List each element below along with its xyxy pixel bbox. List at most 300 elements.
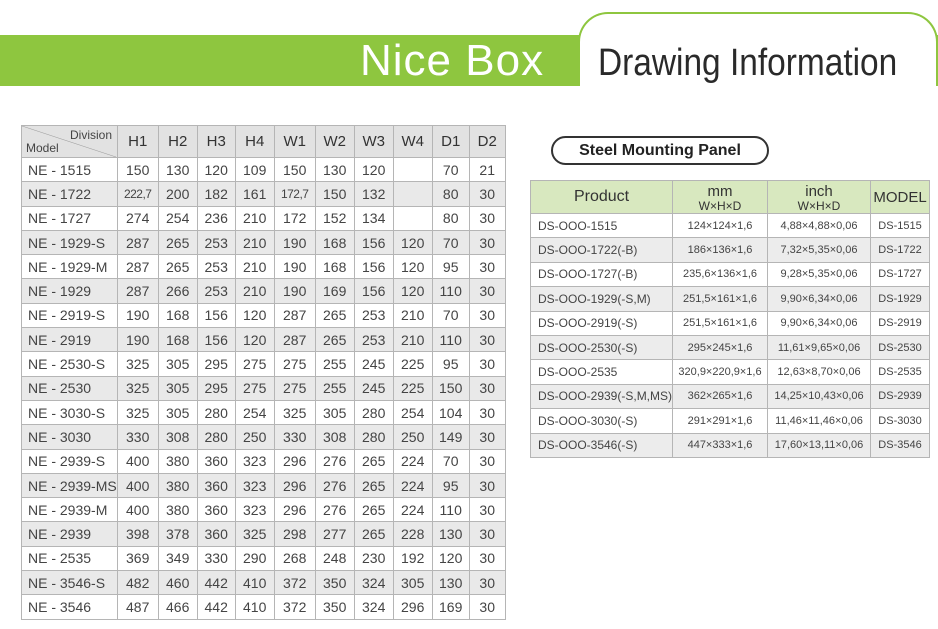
- value-cell: 172,7: [274, 182, 315, 206]
- value-cell: 224: [393, 449, 432, 473]
- model-cell: NE - 3030-S: [22, 400, 118, 424]
- value-cell: 225: [393, 352, 432, 376]
- column-header: H4: [235, 126, 274, 158]
- inch-cell: 17,60×13,11×0,06: [768, 433, 871, 457]
- panel-header-mm-label: mm: [707, 182, 733, 200]
- value-cell: 156: [354, 279, 393, 303]
- value-cell: 280: [197, 400, 235, 424]
- value-cell: 150: [117, 158, 158, 182]
- value-cell: 254: [158, 206, 197, 230]
- value-cell: 274: [117, 206, 158, 230]
- value-cell: 30: [469, 279, 505, 303]
- value-cell: 482: [117, 571, 158, 595]
- value-cell: 323: [235, 449, 274, 473]
- value-cell: 442: [197, 595, 235, 619]
- value-cell: 30: [469, 328, 505, 352]
- value-cell: 265: [158, 230, 197, 254]
- table-row: [22, 206, 506, 230]
- value-cell: 323: [235, 498, 274, 522]
- value-cell: 132: [354, 182, 393, 206]
- value-cell: 168: [158, 328, 197, 352]
- value-cell: 372: [274, 571, 315, 595]
- value-cell: 487: [117, 595, 158, 619]
- product-cell: DS-OOO-1722(-B): [531, 238, 673, 262]
- value-cell: 110: [432, 498, 469, 522]
- value-cell: 253: [197, 230, 235, 254]
- value-cell: 222,7: [117, 182, 158, 206]
- table-row: [22, 303, 506, 327]
- value-cell: 266: [158, 279, 197, 303]
- value-cell: 360: [197, 449, 235, 473]
- value-cell: 296: [274, 498, 315, 522]
- value-cell: 190: [117, 303, 158, 327]
- value-cell: 30: [469, 206, 505, 230]
- value-cell: 290: [235, 546, 274, 570]
- column-header: D2: [469, 126, 505, 158]
- value-cell: 360: [197, 522, 235, 546]
- value-cell: 275: [274, 376, 315, 400]
- panel-model-cell: DS-1722: [871, 238, 930, 262]
- value-cell: 190: [274, 230, 315, 254]
- value-cell: 323: [235, 473, 274, 497]
- mm-cell: 295×245×1,6: [673, 335, 768, 359]
- value-cell: 350: [315, 595, 354, 619]
- table-row: [22, 279, 506, 303]
- value-cell: 110: [432, 279, 469, 303]
- value-cell: 265: [315, 303, 354, 327]
- dimension-table-header: [22, 126, 506, 158]
- value-cell: 30: [469, 400, 505, 424]
- value-cell: 109: [235, 158, 274, 182]
- inch-cell: 9,90×6,34×0,06: [768, 311, 871, 335]
- table-row: [531, 262, 930, 286]
- value-cell: 275: [235, 376, 274, 400]
- model-cell: NE - 2939-M: [22, 498, 118, 522]
- value-cell: 172: [274, 206, 315, 230]
- value-cell: 190: [117, 328, 158, 352]
- value-cell: [393, 206, 432, 230]
- value-cell: 325: [235, 522, 274, 546]
- value-cell: 192: [393, 546, 432, 570]
- column-header: W3: [354, 126, 393, 158]
- table-row: [22, 376, 506, 400]
- value-cell: 30: [469, 255, 505, 279]
- mm-cell: 235,6×136×1,6: [673, 262, 768, 286]
- panel-model-cell: DS-3030: [871, 409, 930, 433]
- panel-model-cell: DS-2535: [871, 360, 930, 384]
- value-cell: 305: [158, 352, 197, 376]
- value-cell: 120: [393, 255, 432, 279]
- table-row: [22, 400, 506, 424]
- value-cell: 265: [354, 473, 393, 497]
- value-cell: 156: [197, 328, 235, 352]
- value-cell: 466: [158, 595, 197, 619]
- value-cell: 30: [469, 376, 505, 400]
- table-row: [22, 255, 506, 279]
- table-row: [531, 433, 930, 457]
- model-cell: NE - 1515: [22, 158, 118, 182]
- value-cell: 410: [235, 571, 274, 595]
- corner-division-label: Division: [69, 128, 112, 142]
- table-row: [531, 384, 930, 408]
- value-cell: 325: [274, 400, 315, 424]
- model-cell: NE - 1727: [22, 206, 118, 230]
- panel-header-model: MODEL: [871, 181, 930, 214]
- mm-cell: 124×124×1,6: [673, 214, 768, 238]
- value-cell: 150: [432, 376, 469, 400]
- product-cell: DS-OOO-2530(-S): [531, 335, 673, 359]
- value-cell: 398: [117, 522, 158, 546]
- value-cell: 120: [432, 546, 469, 570]
- model-cell: NE - 2530-S: [22, 352, 118, 376]
- panel-section-title: Steel Mounting Panel: [551, 136, 769, 165]
- product-cell: DS-OOO-2535: [531, 360, 673, 384]
- value-cell: 230: [354, 546, 393, 570]
- product-cell: DS-OOO-2939(-S,M,MS): [531, 384, 673, 408]
- value-cell: 287: [117, 255, 158, 279]
- model-cell: NE - 3546: [22, 595, 118, 619]
- value-cell: 30: [469, 498, 505, 522]
- value-cell: 400: [117, 498, 158, 522]
- value-cell: 277: [315, 522, 354, 546]
- table-row: [22, 546, 506, 570]
- value-cell: 30: [469, 449, 505, 473]
- panel-model-cell: DS-2530: [871, 335, 930, 359]
- value-cell: 265: [354, 498, 393, 522]
- inch-cell: 7,32×5,35×0,06: [768, 238, 871, 262]
- mm-cell: 362×265×1,6: [673, 384, 768, 408]
- model-cell: NE - 3030: [22, 425, 118, 449]
- table-row: [531, 360, 930, 384]
- value-cell: 248: [315, 546, 354, 570]
- value-cell: 95: [432, 352, 469, 376]
- value-cell: 95: [432, 473, 469, 497]
- value-cell: 250: [235, 425, 274, 449]
- panel-model-cell: DS-1929: [871, 287, 930, 311]
- product-cell: DS-OOO-3546(-S): [531, 433, 673, 457]
- panel-header-inch-label: inch: [805, 182, 833, 200]
- value-cell: 325: [117, 352, 158, 376]
- mm-cell: 186×136×1,6: [673, 238, 768, 262]
- value-cell: 265: [354, 449, 393, 473]
- value-cell: 169: [432, 595, 469, 619]
- value-cell: 275: [274, 352, 315, 376]
- value-cell: 30: [469, 303, 505, 327]
- value-cell: 168: [315, 255, 354, 279]
- value-cell: 275: [235, 352, 274, 376]
- panel-model-cell: DS-2919: [871, 311, 930, 335]
- value-cell: 225: [393, 376, 432, 400]
- mm-cell: 291×291×1,6: [673, 409, 768, 433]
- value-cell: 330: [197, 546, 235, 570]
- value-cell: 325: [117, 376, 158, 400]
- product-cell: DS-OOO-1727(-B): [531, 262, 673, 286]
- value-cell: 369: [117, 546, 158, 570]
- value-cell: 380: [158, 473, 197, 497]
- value-cell: 120: [235, 303, 274, 327]
- value-cell: 150: [274, 158, 315, 182]
- value-cell: 308: [315, 425, 354, 449]
- table-row: [22, 522, 506, 546]
- brand-title: Nice Box: [360, 36, 545, 85]
- value-cell: 190: [274, 279, 315, 303]
- model-cell: NE - 2939-MS: [22, 473, 118, 497]
- value-cell: 190: [274, 255, 315, 279]
- mm-cell: 320,9×220,9×1,6: [673, 360, 768, 384]
- value-cell: 400: [117, 449, 158, 473]
- panel-header-mm: [673, 181, 768, 214]
- column-header: W2: [315, 126, 354, 158]
- value-cell: 372: [274, 595, 315, 619]
- panel-header-product: Product: [531, 181, 673, 214]
- value-cell: 349: [158, 546, 197, 570]
- model-cell: NE - 1722: [22, 182, 118, 206]
- value-cell: 265: [354, 522, 393, 546]
- table-row: [22, 473, 506, 497]
- panel-header-mm-sub: W×H×D: [698, 198, 742, 213]
- product-cell: DS-OOO-2919(-S): [531, 311, 673, 335]
- value-cell: 287: [117, 230, 158, 254]
- dimension-table: [21, 125, 506, 620]
- corner-cell: [22, 126, 118, 158]
- model-cell: NE - 2919: [22, 328, 118, 352]
- value-cell: 182: [197, 182, 235, 206]
- table-row: [531, 335, 930, 359]
- panel-table-header: [531, 181, 930, 214]
- inch-cell: 9,90×6,34×0,06: [768, 287, 871, 311]
- panel-header-inch: [768, 181, 871, 214]
- value-cell: 70: [432, 230, 469, 254]
- table-row: [22, 182, 506, 206]
- value-cell: 210: [235, 255, 274, 279]
- value-cell: 255: [315, 376, 354, 400]
- mm-cell: 251,5×161×1,6: [673, 287, 768, 311]
- column-header: W1: [274, 126, 315, 158]
- value-cell: 152: [315, 206, 354, 230]
- inch-cell: 11,61×9,65×0,06: [768, 335, 871, 359]
- value-cell: 150: [315, 182, 354, 206]
- value-cell: 228: [393, 522, 432, 546]
- value-cell: 305: [393, 571, 432, 595]
- value-cell: 70: [432, 158, 469, 182]
- value-cell: 134: [354, 206, 393, 230]
- value-cell: 324: [354, 571, 393, 595]
- table-row: [22, 595, 506, 619]
- model-cell: NE - 2939-S: [22, 449, 118, 473]
- panel-model-cell: DS-3546: [871, 433, 930, 457]
- value-cell: 169: [315, 279, 354, 303]
- value-cell: [393, 158, 432, 182]
- value-cell: 276: [315, 498, 354, 522]
- mm-cell: 251,5×161×1,6: [673, 311, 768, 335]
- value-cell: 296: [274, 449, 315, 473]
- value-cell: 70: [432, 449, 469, 473]
- table-row: [22, 352, 506, 376]
- value-cell: 442: [197, 571, 235, 595]
- value-cell: 30: [469, 425, 505, 449]
- model-cell: NE - 3546-S: [22, 571, 118, 595]
- model-cell: NE - 2919-S: [22, 303, 118, 327]
- value-cell: 296: [393, 595, 432, 619]
- value-cell: 254: [235, 400, 274, 424]
- table-row: [22, 449, 506, 473]
- value-cell: 245: [354, 352, 393, 376]
- panel-model-cell: DS-2939: [871, 384, 930, 408]
- panel-model-cell: DS-1515: [871, 214, 930, 238]
- value-cell: 168: [158, 303, 197, 327]
- value-cell: 80: [432, 182, 469, 206]
- value-cell: 156: [197, 303, 235, 327]
- table-row: [22, 571, 506, 595]
- value-cell: 254: [393, 400, 432, 424]
- value-cell: 104: [432, 400, 469, 424]
- table-row: [531, 214, 930, 238]
- product-cell: DS-OOO-1515: [531, 214, 673, 238]
- value-cell: 130: [315, 158, 354, 182]
- column-header: D1: [432, 126, 469, 158]
- value-cell: 325: [117, 400, 158, 424]
- value-cell: 280: [197, 425, 235, 449]
- table-row: [531, 238, 930, 262]
- value-cell: 80: [432, 206, 469, 230]
- value-cell: 287: [274, 328, 315, 352]
- value-cell: 253: [197, 255, 235, 279]
- value-cell: [393, 182, 432, 206]
- value-cell: 287: [117, 279, 158, 303]
- value-cell: 30: [469, 546, 505, 570]
- value-cell: 276: [315, 449, 354, 473]
- model-cell: NE - 1929-S: [22, 230, 118, 254]
- product-cell: DS-OOO-1929(-S,M): [531, 287, 673, 311]
- value-cell: 161: [235, 182, 274, 206]
- panel-header-inch-sub: W×H×D: [797, 198, 841, 213]
- model-cell: NE - 1929: [22, 279, 118, 303]
- value-cell: 30: [469, 473, 505, 497]
- value-cell: 110: [432, 328, 469, 352]
- value-cell: 130: [432, 522, 469, 546]
- value-cell: 305: [158, 376, 197, 400]
- value-cell: 324: [354, 595, 393, 619]
- model-cell: NE - 1929-M: [22, 255, 118, 279]
- value-cell: 210: [393, 328, 432, 352]
- column-header: H1: [117, 126, 158, 158]
- table-row: [531, 311, 930, 335]
- value-cell: 380: [158, 498, 197, 522]
- column-header: W4: [393, 126, 432, 158]
- value-cell: 350: [315, 571, 354, 595]
- table-row: [22, 328, 506, 352]
- value-cell: 268: [274, 546, 315, 570]
- inch-cell: 12,63×8,70×0,06: [768, 360, 871, 384]
- inch-cell: 11,46×11,46×0,06: [768, 409, 871, 433]
- inch-cell: 9,28×5,35×0,06: [768, 262, 871, 286]
- value-cell: 95: [432, 255, 469, 279]
- mm-cell: 447×333×1,6: [673, 433, 768, 457]
- value-cell: 120: [197, 158, 235, 182]
- model-cell: NE - 2535: [22, 546, 118, 570]
- table-row: [531, 409, 930, 433]
- table-row: [531, 287, 930, 311]
- value-cell: 360: [197, 473, 235, 497]
- column-header: H2: [158, 126, 197, 158]
- value-cell: 30: [469, 352, 505, 376]
- value-cell: 253: [354, 328, 393, 352]
- value-cell: 70: [432, 303, 469, 327]
- table-row: [22, 425, 506, 449]
- value-cell: 308: [158, 425, 197, 449]
- value-cell: 305: [158, 400, 197, 424]
- value-cell: 130: [432, 571, 469, 595]
- value-cell: 120: [393, 279, 432, 303]
- value-cell: 224: [393, 498, 432, 522]
- table-row: [22, 498, 506, 522]
- value-cell: 30: [469, 182, 505, 206]
- value-cell: 378: [158, 522, 197, 546]
- value-cell: 30: [469, 522, 505, 546]
- value-cell: 156: [354, 255, 393, 279]
- corner-model-label: Model: [26, 141, 59, 155]
- value-cell: 156: [354, 230, 393, 254]
- value-cell: 210: [235, 206, 274, 230]
- page-title: Drawing Information: [598, 42, 898, 84]
- column-header: H3: [197, 126, 235, 158]
- value-cell: 265: [315, 328, 354, 352]
- value-cell: 21: [469, 158, 505, 182]
- value-cell: 296: [274, 473, 315, 497]
- value-cell: 120: [393, 230, 432, 254]
- model-cell: NE - 2939: [22, 522, 118, 546]
- value-cell: 276: [315, 473, 354, 497]
- value-cell: 30: [469, 571, 505, 595]
- value-cell: 410: [235, 595, 274, 619]
- value-cell: 280: [354, 425, 393, 449]
- value-cell: 250: [393, 425, 432, 449]
- value-cell: 400: [117, 473, 158, 497]
- value-cell: 120: [235, 328, 274, 352]
- value-cell: 255: [315, 352, 354, 376]
- value-cell: 295: [197, 376, 235, 400]
- value-cell: 210: [235, 230, 274, 254]
- value-cell: 210: [393, 303, 432, 327]
- table-row: [22, 158, 506, 182]
- value-cell: 149: [432, 425, 469, 449]
- value-cell: 330: [274, 425, 315, 449]
- inch-cell: 14,25×10,43×0,06: [768, 384, 871, 408]
- value-cell: 210: [235, 279, 274, 303]
- value-cell: 120: [354, 158, 393, 182]
- value-cell: 380: [158, 449, 197, 473]
- table-row: [22, 230, 506, 254]
- product-cell: DS-OOO-3030(-S): [531, 409, 673, 433]
- value-cell: 236: [197, 206, 235, 230]
- value-cell: 30: [469, 230, 505, 254]
- value-cell: 130: [158, 158, 197, 182]
- value-cell: 330: [117, 425, 158, 449]
- value-cell: 460: [158, 571, 197, 595]
- value-cell: 360: [197, 498, 235, 522]
- value-cell: 253: [197, 279, 235, 303]
- inch-cell: 4,88×4,88×0,06: [768, 214, 871, 238]
- mounting-panel-table: [530, 180, 930, 458]
- value-cell: 305: [315, 400, 354, 424]
- value-cell: 280: [354, 400, 393, 424]
- value-cell: 224: [393, 473, 432, 497]
- value-cell: 265: [158, 255, 197, 279]
- value-cell: 30: [469, 595, 505, 619]
- panel-model-cell: DS-1727: [871, 262, 930, 286]
- value-cell: 245: [354, 376, 393, 400]
- value-cell: 295: [197, 352, 235, 376]
